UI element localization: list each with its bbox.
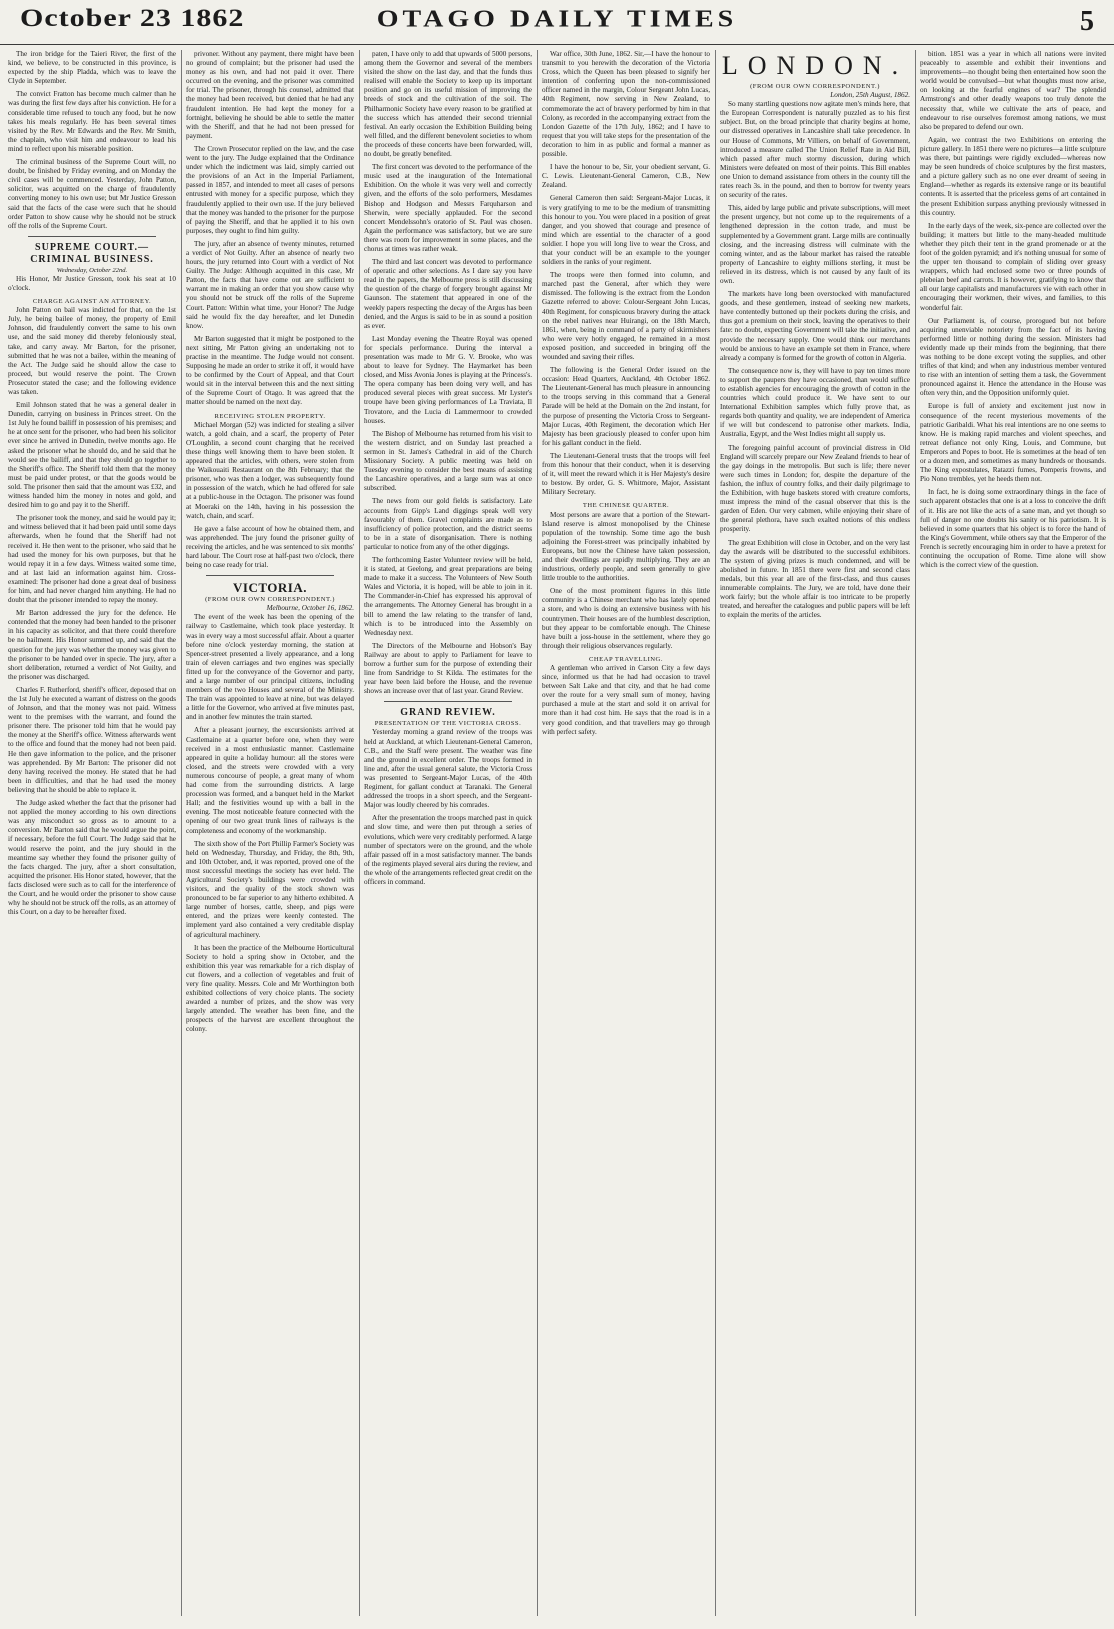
paragraph: I have the honour to be, Sir, your obedient servant, G. C. Lewis. Lieutenant-General Cameron, C.B., New Zealand. — [542, 163, 710, 190]
heading-grand-review: GRAND REVIEW. — [400, 707, 496, 719]
masthead — [0, 0, 1114, 45]
article-convict: The convict Fratton has become much calmer than he was during the first few days after his conviction. He for a considerable time refused to touch any food, but he now takes his meals regularly. He has been several times visited by the Rev. Mr Edwards and the Rev. Mr Smith, the chaplain, who visit him and endeavour to lead his mind to reflect upon his miserable position. — [8, 90, 176, 153]
subheading-date: Wednesday, October 22nd. — [56, 266, 128, 274]
page-number: 5 — [1080, 6, 1094, 37]
paragraph: One of the most prominent figures in this little community is a Chinese merchant who has lately opened a store, and who is doing an extensive business with his countrymen. Their houses are of the humblest description, but they appear to be comfortable enough. The Chinese have built a joss-house in the settlement, where they go through their religious observances regularly. — [542, 587, 710, 650]
paragraph: After the presentation the troops marched past in quick and slow time, and were then put through a series of evolutions, which were very creditably performed. A large number of spectators were on the ground, and the whole affair passed off in a most satisfactory manner. The bands of the regiments played several airs during the review, and the whole of the arrangements reflected great credit on the officers in command. — [364, 814, 532, 886]
column-rule — [359, 50, 360, 1616]
paragraph: This, aided by large public and private subscriptions, will meet the present urgency, but not come up to the requirements of a lengthened depression in the cotton trade, and must be supplemented by a Government grant. Large mills are continually closing, and the increasing distress will culminate with the coming winter, and as the labour market has raised the rateable property of Lancashire to eighty millions sterling, it must be relieved in its distress, which is not caused by any fault of its own. — [720, 204, 910, 285]
paragraph: The Bishop of Melbourne has returned from his visit to the western district, and on Sunday last preached a sermon in St. James's Cathedral in aid of the Church Missionary Society. A public meeting was held on Tuesday evening to consider the best means of assisting the Lancashire operatives, and a large sum was at once subscribed. — [364, 429, 532, 493]
paragraph: The event of the week has been the opening of the railway to Castlemaine, which took place yesterday. It was in every way a most successful affair. About a quarter before nine o'clock yesterday morning, the station at Spencer-street presented a lively appearance, and a long train of eleven carriages and two engines was specially fitted up for the conveyance of the Governor and party, and a large number of our principal citizens, including members of the two Houses and several of the Ministry. The train was appointed to leave at nine, but was delayed a little for the Governor, who arrived at five minutes past, and in another few minutes the train started. — [186, 613, 354, 722]
paragraph: The troops were then formed into column, and marched past the General, after which they were dismissed. The following is the extract from the London Gazette referred to above: Colour-Sergeant John Lucas, 40th Regiment, for conspicuous bravery during the attack on the rebel natives near Huirangi, on the 18th March, 1861, when, being in command of a party of skirmishers who were very hotly engaged, he remained in a most exposed position, and succeeded in bringing off the wounded and saving their rifles. — [542, 271, 710, 361]
paragraph: The sixth show of the Port Phillip Farmer's Society was held on Wednesday, Thursday, and Friday, the 8th, 9th, and 10th October, and, it was reported, proved one of the most successful meetings the society has ever held. The Agricultural Society's buildings were crowded with visitors, and the quality of the stock shown was pronounced to be far superior to any hitherto exhibited. A large number of horses, cattle, sheep, and pigs were entered, and the prizes were keenly contested. The implement yard also contained a very creditable display of agricultural machinery. — [186, 839, 354, 939]
paragraph: Europe is full of anxiety and excitement just now in consequence of the recent mysterious movements of the patriotic Garibaldi. What his real intentions are no one seems to know. He is making rapid marches and violent speeches, and retreat defiance not only King, Louis, and Commune, but Emperors and Popes to boot. He is sometimes at the head of ten or a dozen men, and sometimes as many hundreds or thousands. The King expostulates, Ratazzi fumes, Pomperis frowns, and Pio Nono trembles, yet he heeds them not. — [920, 402, 1106, 484]
paragraph: The markets have long been overstocked with manufactured goods, and these gentlemen, instead of seeking new markets, have contentedly buttoned up their pockets during the crisis, and thus got a premium on their stock, leaving the operatives to their fate: no doubt, expecting Government will take the initiative, and provide the necessary supply. One would think our merchants would be anxious to have an example set them in France, where already a company is formed for the growth of cotton in Algeria. — [720, 290, 910, 362]
paragraph: His Honor, Mr Justice Gresson, took his seat at 10 o'clock. — [8, 274, 176, 292]
dateline: London, 25th August, 1862. — [830, 91, 910, 100]
divider — [206, 575, 334, 576]
paragraph: The Judge asked whether the fact that the prisoner had not applied the money according to his own directions was any misconduct so gross as to amount to a conversion. Mr Barton said that he would argue the point, if necessary, before the full Court. The Judge said that he would reserve the point, and the jury should in the meantime say whether they found the prisoner guilty of the facts charged. The jury, after a short consultation, acquitted the prisoner. His Honor stated, however, that the facts disclosed were such as to call for the interference of the Court, and he would order the prisoner to show cause why he should not be struck off the rolls, as an attorney of this Court, on a day to be hereafter fixed. — [8, 799, 176, 917]
column-5 — [720, 50, 910, 1616]
paragraph: In the early days of the week, six-pence are collected over the building; it matters but little to the many-headed multitude whether they pitch their tent in the grand promenade or at the foot of the golden pyramid; and it's nothing unusual for some of the upper ten thousand to complain of sliding over greasy wrappers, which had enclosed some two or three pounds of plebeian beef and carrots. It is however, gratifying to know that all our large capitalists and manufacturers vie with each other in encouraging their workmen, their wives, and families, to this wonderful fair. — [920, 221, 1106, 312]
paragraph: He gave a false account of how he obtained them, and was apprehended. The jury found the prisoner guilty of receiving the articles, and he was sentenced to six months' hard labour. The Court rose at half-past two o'clock, there being no case ready for trial. — [186, 524, 354, 570]
paragraph: The following is the General Order issued on the occasion: Head Quarters, Auckland, 4th October 1862. The Lieutenant-General has much pleasure in announcing to the troops serving in this command that a General Parade will be held at the Domain on the 2nd instant, for the purpose of presenting the Victoria Cross to Sergeant-Major Lucas, 40th Regiment, the decoration which Her Majesty has been graciously pleased to confer upon him for his gallant conduct in the field. — [542, 366, 710, 447]
heading-london: LONDON. — [721, 51, 909, 80]
column-rule — [715, 50, 716, 1616]
column-3 — [364, 50, 532, 1616]
paragraph: The news from our gold fields is satisfactory. Late accounts from Gipp's Land diggings speak well very favourably of them. Gravel complaints are made as to insufficiency of police protection, and the district seems to be in a state of disorganisation. There is nothing particular to notice from any of the other diggings. — [364, 497, 532, 551]
paragraph: Our Parliament is, of course, prorogued but not before acquiring unenviable notoriety from the fact of its having performed little or nothing during the session. Ministers had evidently made up their minds from the beginning, that there was nothing to be done except voting the supplies, and other trifles of that kind; and when any industrious member ventured to rise with an intention of setting them a task, the Government pronounced against it. Hence the attendance in the House was often very thin, and the Opposition uniformly quiet. — [920, 316, 1106, 398]
paragraph: It has been the practice of the Melbourne Horticultural Society to hold a spring show in October, and the exhibition this year was remarkable for a rich display of cut flowers, and a collection of vegetables and fruit of very fine quality. Messrs. Cole and Mr Worthington both exhibited collections of very choice plants. The society awarded a number of prizes, and the show was very largely attended. The weather has been fine, and the prospects of the harvest are excellent throughout the colony. — [186, 943, 354, 1034]
paragraph: In fact, he is doing some extraordinary things in the face of such apparent obstacles that one is at a loss to conceive the drift of it. His are not like the acts of a sane man, and yet though so full of danger no one doubts his sanity or his patriotism. It is believed in some quarters that his object is to force the hand of the King's Government, while others say that the Emperor of the French is secretly encouraging him in order to have a pretext for continuing the occupation of Rome. Time alone will show which is the correct view of the question. — [920, 488, 1106, 570]
column-rule — [915, 50, 916, 1616]
article-criminal-business: The criminal business of the Supreme Court will, no doubt, be finished by Friday evening, and on Monday the civil cases will be commenced. Yesterday, John Patton, solicitor, was acquitted on the charge of fraudulently converting money to his own use; but Mr Justice Gresson said that the facts of the case were such that he should order Patton to show cause why he should not be struck off the rolls of the Supreme Court. — [8, 158, 176, 230]
paragraph: The prisoner took the money, and said he would pay it; and witness believed that it had been paid until some days afterwards, when he found that the Sheriff had not received it. He then went to the prisoner, who said that he had used the money for his own purposes, but that he would repay it in a few days. Witness waited some time, and at last laid an information against him. Cross-examined: The prisoner had done a great deal of business for him, and had never charged him anything. He had no doubt that the prisoner intended to repay the money. — [8, 514, 176, 605]
paragraph: A gentleman who arrived in Carson City a few days since, informed us that he had had occasion to travel between Salt Lake and that city, and that he had come over the route for a very small sum of money, having purchased a mule at the start and sold it on arrival for more than it had cost him. He says that the road is in a very good condition, and that travellers may go through with perfect safety. — [542, 664, 710, 736]
paragraph: The Directors of the Melbourne and Hobson's Bay Railway are about to apply to Parliament for leave to borrow a further sum for the purpose of extending their line from Sandridge to St Kilda. The estimates for the year have been laid before the House, and the revenue shows an increase over that of last year. Grand Review. — [364, 641, 532, 696]
paragraph: Mr Barton addressed the jury for the defence. He contended that the money had been handed to the prisoner in his capacity as solicitor, and that there could therefore be no bailment. His Honor summed up, and said that the question for the jury was whether the money was given to the prisoner to be handed over in specie. The jury, after a short deliberation, returned a verdict of Not Guilty, and the prisoner was discharged. — [8, 609, 176, 681]
paragraph: The foregoing painful account of provincial distress in Old England will scarcely prepare our New Zealand friends to hear of the gay doings in the metropolis. But such is life; there never were such times in London; for, despite the departure of the fashion, the influx of country folks, and their daily pilgrimage to the Exhibition, with huge baskets stored with creature comforts, must impress the mind of the casual observer that this is the garden of Eden. Our very cabmen, while enjoying their share of the general plethora, have such exalted notions of this endless prosperity. — [720, 443, 910, 534]
paragraph: The consequence now is, they will have to pay ten times more to support the paupers they have occasioned, than would suffice to establish agencies for encouraging the growth of cotton in the countries which could produce it. We have sent to our International Exhibition samples which fully prove that, as regards both quantity and quality, we are independent of America if we will but condescend to patronise other markets. India, Australia, Egypt, and the West Indies might all supply us. — [720, 366, 910, 439]
paragraph: Michael Morgan (52) was indicted for stealing a silver watch, a gold chain, and a scarf, the property of Peter O'Loughlin, a second count charging that he received these things well knowing them to have been stolen. It appeared that the articles, with others, were stolen from the Waikouaiti Restaurant on the 8th February; that the prisoner, who was then a lodger, was subsequently found in possession of the watch, which he had offered for sale at a public-house in the Octagon. The prisoner was found at Moeraki on the 14th, having in his possession the watch, chain, and scarf. — [186, 420, 354, 520]
divider — [384, 701, 512, 702]
column-6 — [920, 50, 1106, 1616]
heading-receiving-stolen: RECEIVING STOLEN PROPERTY. — [214, 412, 326, 420]
heading-supreme-court: SUPREME COURT.—CRIMINAL BUSINESS. — [30, 241, 154, 265]
column-4 — [542, 50, 710, 1616]
heading-victoria: VICTORIA. — [233, 580, 307, 596]
paragraph: privoner. Without any payment, there might have been no ground of complaint; but the prisoner had used the money as his own, and had not paid it over. There occurred on the evening, and the prisoner was committed for trial. The prisoner, through his counsel, admitted that the money had been received, but denied that he had any fraudulent intention. He had kept the money for a fortnight, believing he should be able to settle the matter with the Sheriff, and that he had not been pressed for payment. — [186, 50, 354, 140]
column-rule — [537, 50, 538, 1616]
paragraph: bition. 1851 was a year in which all nations were invited peaceably to assemble and exhibit their inventions and improvements—no thought being then entertained how soon the world would be convulsed—but what thoughts must now arise, on looking at the fearful engines of war? The splendid Armstrong's and other deadly weapons too truly denote the necessity that, while we cultivate the arts of peace, and endeavour to rise ourselves foremost among nations, we must also be prepared to defend our own. — [920, 50, 1106, 131]
paragraph: The jury, after an absence of twenty minutes, returned a verdict of Not Guilty. After an absence of nearly two hours, the jury returned into Court with a verdict of Not Guilty. The Judge: Although acquitted in this case, Mr Patton, the facts that have come out are sufficient to warrant me in making an order that you show cause why you should not be struck off the rolls of the Supreme Court. Patton: Within what time, your Honor? The Judge said he would fix the day hereafter, and let Dunedin know. — [186, 239, 354, 330]
paragraph: paten, I have only to add that upwards of 5000 persons, among them the Governor and several of the members visited the show on the last day, and that the funds thus realised will enable the Society to keep up its important position and go on its useful mission of improving the breeds of stock and the cultivation of the soil. The Philharmonic Society have every reason to be gratified at the success which has attended their second triennial festival. An early occasion the Exhibition Building being well filled, and the different benevolent societies to whom the proceeds of these concerts have been forwarded, will, no doubt, be greatly benefited. — [364, 50, 532, 159]
paragraph: War office, 30th June, 1862. Sir,—I have the honour to transmit to you herewith the decoration of the Victoria Cross, which the Queen has been pleased to signify her intention of conferring upon the non-commissioned officer named in the margin, Colour Sergeant John Lucas, 40th Regiment, now serving in New Zealand, to commemorate the act of bravery performed by him in that Colony, as recorded in the accompanying extract from the London Gazette of the 17th July, 1862; and I have to request that you will take steps for the presentation of the decoration to him in as public and formal a manner as possible. — [542, 50, 710, 159]
correspondent-label: (FROM OUR OWN CORRESPONDENT.) — [205, 596, 335, 604]
newspaper-title: OTAGO DAILY TIMES — [376, 6, 738, 33]
column-1 — [8, 50, 176, 1616]
paragraph: The first concert was devoted to the performance of the music used at the inauguration of the International Exhibition. On the whole it was very well and correctly given, and the efforts of the solo performers, Mesdames Bishop and Hodgson and Messrs Farquharson and Sherwin, were specially applauded. For the second concert Mendelssohn's oratorio of St. Paul was chosen. Again the performance was satisfactory, but we are sure there was room for improvement in some places, and the chorus at times was rather weak. — [364, 163, 532, 253]
paragraph: Charles F. Rutherford, sheriff's officer, deposed that on the 1st July he executed a warrant of distress on the goods of Johnson, and that the money was not paid. Witness went to the premises with the warrant, and found the prisoner there. The prisoner told him that he would pay the money at the Sheriff's office. Witness afterwards went to the office and found that the money had not been paid. He then gave information to the police, and the prisoner was apprehended. By Mr Barton: The prisoner did not deny having received the money. He stated that he had been in difficulties, and that he had used the money believing that he should be able to replace it. — [8, 685, 176, 794]
paragraph: The Crown Prosecutor replied on the law, and the case went to the jury. The Judge explained that the Ordinance under which the indictment was laid, simply carried out the provisions of an Act in the Imperial Parliament, passed in 1857, and intended to meet all cases of persons entrusted with money for a specific purpose, which they fraudulently applied to their own use. If the jury believed that the money was handed to the prisoner for the purpose of paying the Sheriff, and that he applied it to his own purposes, they ought to find him guilty. — [186, 144, 354, 235]
paragraph: After a pleasant journey, the excursionists arrived at Castlemaine at a quarter before one, when they were received in a most enthusiastic manner. Castlemaine appeared in quite a holiday humour: all the stores were closed, and the streets were crowded with a very numerous concourse of people, a great many of whom had come from the surrounding districts. A large procession was formed, and a banquet held in the Market Hall; and the festivities wound up with a ball in the evening. The most noticeable feature connected with the opening of our two great trunk lines of railways is the completeness and economy of the workmanship. — [186, 726, 354, 835]
paragraph: Emil Johnson stated that he was a general dealer in Dunedin, carrying on business in Princes street. On the 1st July he found bailiff in possession of his premises; and he at once sent for the prisoner, who had been his solicitor ever since he arrived in Dunedin, twelve months ago. He asked the prisoner what he should do, and he said that he would see the bailiff, and that they should go together to the Sheriff's office. The Sheriff told them that the money must be paid under protest, or that the goods would be sold. The prisoner then said that the amount was £32, and witness handed him the money in notes and gold, and desired him to go and pay it to the Sheriff. — [8, 401, 176, 510]
paragraph: Mr Barton suggested that it might be postponed to the next sitting, Mr Patton giving an undertaking not to practise in the meantime. The Judge would not consent. Supposing he made an order to strike it off, it would have to be confirmed by the Court of Appeal, and that Court would sit in the interval between this and the next sitting of the Supreme Court of Otago. It was agreed that the matter should be named on the next day. — [186, 334, 354, 407]
heading-charge: CHARGE AGAINST AN ATTORNEY. — [32, 298, 152, 306]
column-2 — [186, 50, 354, 1616]
heading-cheap-travelling: CHEAP TRAVELLING. — [589, 655, 663, 663]
issue-date: October 23 1862 — [20, 4, 245, 33]
paragraph: Last Monday evening the Theatre Royal was opened for specials performance. During the interval a presentation was made to Mr G. V. Brooke, who was about to leave for Sydney. The Haymarket has been closed, and Miss Avonia Jones is playing at the Princess's. The opera company has been doing very well, and has produced several pieces with great success. Mr Lyster's troupe have been giving performances of La Traviata, Il Trovatore, and the Lucia di Lammermoor to crowded houses. — [364, 334, 532, 425]
paragraph: The Lieutenant-General trusts that the troops will feel from this honour that their conduct, when it is deserving of it, will meet the reward which it is Her Majesty's desire to bestow. By order, G. S. Whitmore, Major, Assistant Military Secretary. — [542, 451, 710, 497]
paragraph: General Cameron then said: Sergeant-Major Lucas, it is very gratifying to me to be the medium of transmitting this honour to you. You were placed in a position of great danger, and you showed that courage and presence of mind which are essential to the character of a good soldier. I hope you will long live to wear the Cross, and that your conduct will be an example to the younger soldiers in the ranks of your regiment. — [542, 194, 710, 267]
paragraph: So many startling questions now agitate men's minds here, that the European Correspondent is naturally puzzled as to his first subject. But, on the broad principle that charity begins at home, our distressed operatives in Lancashire shall take precedence. In our House of Commons, Mr Villiers, on behalf of Government, introduced a measure called The Union Relief Rate in Aid Bill, which passed after much stormy discussion, during which Ministers were defeated on most of their points. This Bill enables one Union to demand assistance from others in the county till the rates reach 3s. in the pound, and then to borrow for twenty years on security of the rates. — [720, 100, 910, 200]
column-rule — [181, 50, 182, 1616]
dateline: Melbourne, October 16, 1862. — [266, 604, 354, 613]
correspondent-label: (FROM OUR OWN CORRESPONDENT.) — [750, 83, 880, 90]
paragraph: Again, we contrast the two Exhibitions on entering the picture gallery. In 1851 there were no pictures—a little sculpture was there, but paintings were rigidly excluded—whereas now may be seen hundreds of choice sculptures by the first masters, and a picture gallery such as no one ever dreamt of seeing in England—whether as regards its extensive range or its beautiful contents. It is asserted that the priceless gems of art contained in the present Exhibition surpass anything previously witnessed in this country. — [920, 135, 1106, 217]
paragraph: Most persons are aware that a portion of the Stewart-Island reserve is almost monopolised by the Chinese population of the township. Some time ago the bush adjoining the Forest-street was principally inhabited by Europeans, but now the Chinese have taken possession, and their dwellings are rapidly multiplying. They are an industrious, orderly people, and seem generally to give little trouble to the authorities. — [542, 510, 710, 583]
subheading-victoria-cross: PRESENTATION OF THE VICTORIA CROSS. — [374, 720, 522, 728]
paragraph: The great Exhibition will close in October, and on the very last day the awards will be distributed to the successful exhibitors. The system of giving prizes is much condemned, and will be abolished in future. In 1851 there were first and second class medals, but this year all are of the first-class, and thus causes innumerable complaints. The Jury, we are told, have done their work fairly; but the whole affair is too intricate to be properly treated, and hereafter the catalogues and public papers will be left to explain the merits of the articles. — [720, 538, 910, 620]
paragraph: Yesterday morning a grand review of the troops was held at Auckland, at which Lieutenant-General Cameron, C.B., and the Staff were present. The weather was fine and the ground in excellent order. The troops formed in line and, after the usual general salute, the Victoria Cross was presented to Sergeant-Major Lucas, of the 40th Regiment, for gallant conduct at Taranaki. The General addressed the troops in a short speech, and the Sergeant-Major was loudly cheered by his comrades. — [364, 728, 532, 810]
paragraph: John Patton on bail was indicted for that, on the 1st July, he being bailee of money, the property of Emil Johnson, did fraudulently convert the same to his own use, and the said money did thereby feloniously steal, take, and carry away. Mr Barton, for the prisoner, submitted that he was not a bailee, within the meaning of the Act. The Judge said he should allow the case to proceed, but would reserve the point. The Crown Prosecutor stated the case; and the following evidence was taken. — [8, 306, 176, 396]
paragraph: The forthcoming Easter Volunteer review will be held, it is stated, at Geelong, and great preparations are being made to make it a success. The Volunteers of New South Wales and Victoria, it is hoped, will be able to join in it. The Commander-in-Chief has expressed his approval of the arrangements. The Attorney General has brought in a bill to amend the law relating to the transfer of land, which is to be introduced into the Assembly on Wednesday next. — [364, 555, 532, 637]
paragraph: The third and last concert was devoted to performance of operatic and other selections. As I dare say you have read in the papers, the Melbourne press is still discussing the question of the charge of forgery brought against Mr Gaunson. The statement that appeared in one of the weekly papers respecting the decay of the Argus has been denied, and the Argus is said to be in as sound a position as ever. — [364, 258, 532, 330]
article-iron-bridge: The iron bridge for the Taieri River, the first of the kind, we believe, to be constructed in this province, is expected by the ship Pladda, which was to leave the Clyde in September. — [8, 50, 176, 86]
divider — [28, 236, 156, 237]
heading-chinese-quarter: THE CHINESE QUARTER. — [582, 502, 670, 510]
